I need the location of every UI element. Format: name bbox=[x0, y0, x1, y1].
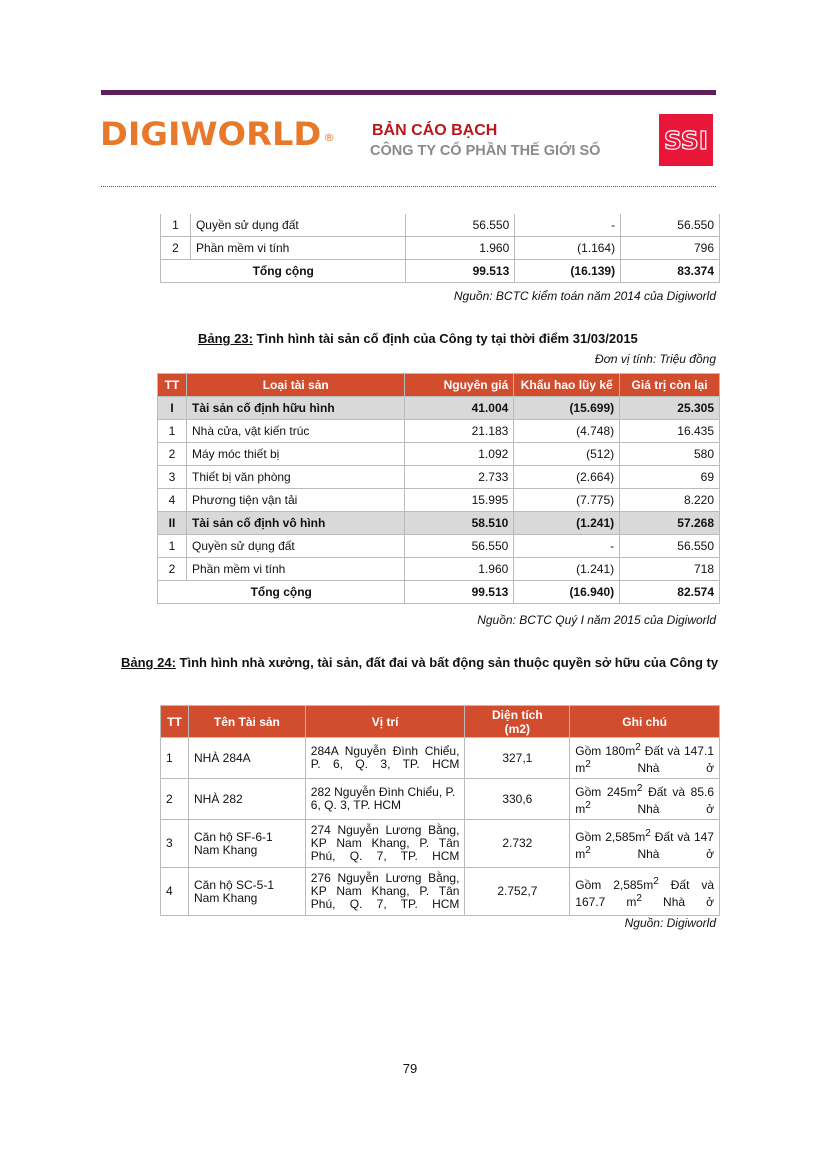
cell-gia-tri: 796 bbox=[621, 237, 720, 260]
cell-khau-hao: - bbox=[515, 214, 621, 237]
table-row bbox=[161, 237, 720, 260]
cell-nguyen-gia: 1.960 bbox=[405, 558, 514, 581]
header-ghi-chu: Ghi chú bbox=[570, 706, 720, 738]
cell-area: 2.752,7 bbox=[465, 868, 570, 916]
cell-gia-tri: 57.268 bbox=[620, 512, 720, 535]
digiworld-logo bbox=[100, 116, 335, 152]
note-part: Gồm 2,585m bbox=[575, 829, 646, 844]
cell-gia-tri: 56.550 bbox=[621, 214, 720, 237]
cell-area: 2.732 bbox=[465, 820, 570, 868]
cell-khau-hao: (1.241) bbox=[514, 512, 620, 535]
note-part: Nhà ở bbox=[590, 846, 714, 861]
cell-khau-hao: (1.241) bbox=[514, 558, 620, 581]
superscript: 2 bbox=[645, 827, 651, 839]
table-row bbox=[161, 214, 720, 237]
header-top-bar bbox=[101, 90, 716, 95]
cell-name: NHÀ 284A bbox=[188, 738, 305, 779]
total-gia-tri: 82.574 bbox=[620, 581, 720, 604]
cell-area: 327,1 bbox=[465, 738, 570, 779]
ssi-logo bbox=[659, 114, 713, 166]
table24-title: Tình hình nhà xưởng, tài sản, đất đai và bất động sản thuộc quyền sở hữu của Công ty bbox=[175, 655, 719, 670]
cell-location: 276 Nguyễn Lương Bằng, KP Nam Khang, P. Tân Phú, Q. 7, TP. HCM bbox=[305, 868, 465, 916]
cell-tt: 4 bbox=[161, 868, 189, 916]
total-row bbox=[158, 581, 720, 604]
table-header-row bbox=[158, 374, 720, 397]
table24-label: Bảng 24: bbox=[121, 655, 176, 670]
table23-source: Nguồn: BCTC Quý I năm 2015 của Digiworld bbox=[477, 613, 716, 627]
table-row bbox=[161, 779, 720, 820]
superscript: 2 bbox=[585, 759, 591, 770]
note-part: Nhà ở bbox=[590, 761, 714, 775]
header-vi-tri: Vị trí bbox=[305, 706, 465, 738]
total-label: Tổng cộng bbox=[158, 581, 405, 604]
cell-name: Tài sản cố định hữu hình bbox=[186, 397, 404, 420]
note-part: Đất và 167.7 m bbox=[575, 877, 714, 909]
header-gia-tri: Giá trị còn lại bbox=[620, 374, 720, 397]
table23-title: Tình hình tài sản cố định của Công ty tại thời điểm 31/03/2015 bbox=[252, 331, 638, 346]
cell-name: Nhà cửa, vật kiến trúc bbox=[186, 420, 404, 443]
cell-tt: 2 bbox=[158, 558, 187, 581]
note-part: Nhà ở bbox=[641, 894, 714, 909]
table23-label: Bảng 23: bbox=[198, 331, 253, 346]
table-row bbox=[161, 738, 720, 779]
cell-gia-tri: 718 bbox=[620, 558, 720, 581]
cell-name: Quyền sử dụng đất bbox=[186, 535, 404, 558]
document-title: BẢN CÁO BẠCH bbox=[372, 122, 498, 139]
table-23 bbox=[157, 373, 720, 604]
cell-gia-tri: 8.220 bbox=[620, 489, 720, 512]
cell-area: 330,6 bbox=[465, 779, 570, 820]
company-name: CÔNG TY CỔ PHẦN THẾ GIỚI SỐ bbox=[370, 143, 601, 159]
cell-location: 282 Nguyễn Đình Chiểu, P. 6, Q. 3, TP. HCM bbox=[305, 779, 465, 820]
table-row bbox=[158, 489, 720, 512]
cell-gia-tri: 69 bbox=[620, 466, 720, 489]
cell-nguyen-gia: 1.092 bbox=[405, 443, 514, 466]
table-row bbox=[158, 558, 720, 581]
cell-nguyen-gia: 21.183 bbox=[405, 420, 514, 443]
cell-nguyen-gia: 15.995 bbox=[405, 489, 514, 512]
note-part: Gồm 180m bbox=[575, 744, 636, 758]
cell-nguyen-gia: 56.550 bbox=[405, 535, 514, 558]
note-part: Gồm 2,585m bbox=[575, 877, 654, 892]
cell-tt: 4 bbox=[158, 489, 187, 512]
cell-name: Phương tiện vận tải bbox=[186, 489, 404, 512]
cell-name: Quyền sử dụng đất bbox=[190, 214, 406, 237]
header-ten-tai-san: Tên Tài sản bbox=[188, 706, 305, 738]
cell-gia-tri: 16.435 bbox=[620, 420, 720, 443]
total-gia-tri: 83.374 bbox=[621, 260, 720, 283]
total-nguyen-gia: 99.513 bbox=[406, 260, 515, 283]
cell-gia-tri: 25.305 bbox=[620, 397, 720, 420]
cell-location: 274 Nguyễn Lương Bằng, KP Nam Khang, P. Tân Phú, Q. 7, TP. HCM bbox=[305, 820, 465, 868]
cell-khau-hao: (2.664) bbox=[514, 466, 620, 489]
cell-tt: II bbox=[158, 512, 187, 535]
cell-nguyen-gia: 2.733 bbox=[405, 466, 514, 489]
cell-tt: 3 bbox=[158, 466, 187, 489]
cell-name: Căn hộ SC-5-1 Nam Khang bbox=[188, 868, 305, 916]
cell-name: Phần mềm vi tính bbox=[190, 237, 406, 260]
superscript: 2 bbox=[636, 892, 642, 904]
group-row bbox=[158, 397, 720, 420]
cell-tt: I bbox=[158, 397, 187, 420]
table24-source: Nguồn: Digiworld bbox=[624, 916, 716, 930]
superscript: 2 bbox=[585, 800, 591, 811]
cell-tt: 3 bbox=[161, 820, 189, 868]
cell-tt: 2 bbox=[158, 443, 187, 466]
superscript: 2 bbox=[635, 742, 641, 753]
header-tt: TT bbox=[161, 706, 189, 738]
note-part: Đất và 147 m bbox=[575, 829, 714, 861]
ssi-logo-text: SSI bbox=[663, 125, 709, 155]
cell-name: Căn hộ SF-6-1 Nam Khang bbox=[188, 820, 305, 868]
cell-nguyen-gia: 56.550 bbox=[406, 214, 515, 237]
cell-note bbox=[570, 738, 720, 779]
cell-tt: 1 bbox=[158, 420, 187, 443]
cell-name: Máy móc thiết bị bbox=[186, 443, 404, 466]
page-number: 79 bbox=[402, 1061, 418, 1076]
total-nguyen-gia: 99.513 bbox=[405, 581, 514, 604]
cell-nguyen-gia: 58.510 bbox=[405, 512, 514, 535]
cell-khau-hao: (1.164) bbox=[515, 237, 621, 260]
table-24 bbox=[160, 705, 720, 916]
total-row bbox=[161, 260, 720, 283]
total-khau-hao: (16.139) bbox=[515, 260, 621, 283]
source-note-prev: Nguồn: BCTC kiểm toán năm 2014 của Digiworld bbox=[453, 289, 716, 303]
cell-gia-tri: 580 bbox=[620, 443, 720, 466]
cell-name: Thiết bị văn phòng bbox=[186, 466, 404, 489]
cell-name: NHÀ 282 bbox=[188, 779, 305, 820]
cell-name: Tài sản cố định vô hình bbox=[186, 512, 404, 535]
header-tt: TT bbox=[158, 374, 187, 397]
header-khau-hao: Khấu hao lũy kế bbox=[514, 374, 620, 397]
header-dien-tich-line1: Diện tích bbox=[492, 707, 543, 722]
cell-gia-tri: 56.550 bbox=[620, 535, 720, 558]
note-part: Đất và 147.1 m bbox=[575, 744, 714, 775]
table-row bbox=[161, 868, 720, 916]
header-dien-tich bbox=[465, 706, 570, 738]
cell-khau-hao: (15.699) bbox=[514, 397, 620, 420]
cell-location: 284A Nguyễn Đình Chiểu, P. 6, Q. 3, TP. HCM bbox=[305, 738, 465, 779]
logo-text: DIGIWORLD bbox=[100, 115, 322, 153]
cell-tt: 1 bbox=[161, 214, 191, 237]
cell-name: Phần mềm vi tính bbox=[186, 558, 404, 581]
cell-note bbox=[570, 820, 720, 868]
cell-khau-hao: (512) bbox=[514, 443, 620, 466]
header-divider bbox=[101, 186, 716, 187]
table-row bbox=[158, 443, 720, 466]
table23-caption bbox=[198, 331, 638, 346]
cell-khau-hao: (7.775) bbox=[514, 489, 620, 512]
cell-khau-hao: (4.748) bbox=[514, 420, 620, 443]
cell-note bbox=[570, 868, 720, 916]
superscript: 2 bbox=[585, 844, 591, 856]
group-row bbox=[158, 512, 720, 535]
table-row bbox=[158, 466, 720, 489]
cell-nguyen-gia: 1.960 bbox=[406, 237, 515, 260]
cell-tt: 1 bbox=[161, 738, 189, 779]
registered-mark: ® bbox=[323, 131, 335, 144]
header-dien-tich-line2: (m2) bbox=[504, 721, 531, 736]
cell-khau-hao: - bbox=[514, 535, 620, 558]
table-row bbox=[161, 820, 720, 868]
cell-nguyen-gia: 41.004 bbox=[405, 397, 514, 420]
superscript: 2 bbox=[653, 875, 659, 887]
total-label: Tổng cộng bbox=[161, 260, 406, 283]
header-loai-tai-san: Loại tài sản bbox=[186, 374, 404, 397]
note-part: Đất và 85.6 m bbox=[575, 785, 714, 816]
cell-tt: 2 bbox=[161, 237, 191, 260]
table24-caption bbox=[121, 655, 718, 670]
table23-unit: Đơn vị tính: Triệu đồng bbox=[594, 352, 716, 366]
note-part: Nhà ở bbox=[590, 802, 714, 816]
superscript: 2 bbox=[636, 783, 643, 794]
cell-note bbox=[570, 779, 720, 820]
cell-tt: 2 bbox=[161, 779, 189, 820]
total-khau-hao: (16.940) bbox=[514, 581, 620, 604]
table-header-row bbox=[161, 706, 720, 738]
cell-tt: 1 bbox=[158, 535, 187, 558]
table-row bbox=[158, 535, 720, 558]
header-nguyen-gia: Nguyên giá bbox=[405, 374, 514, 397]
table-prev-continuation bbox=[160, 214, 720, 283]
table-row bbox=[158, 420, 720, 443]
note-part: Gồm 245m bbox=[575, 785, 637, 799]
